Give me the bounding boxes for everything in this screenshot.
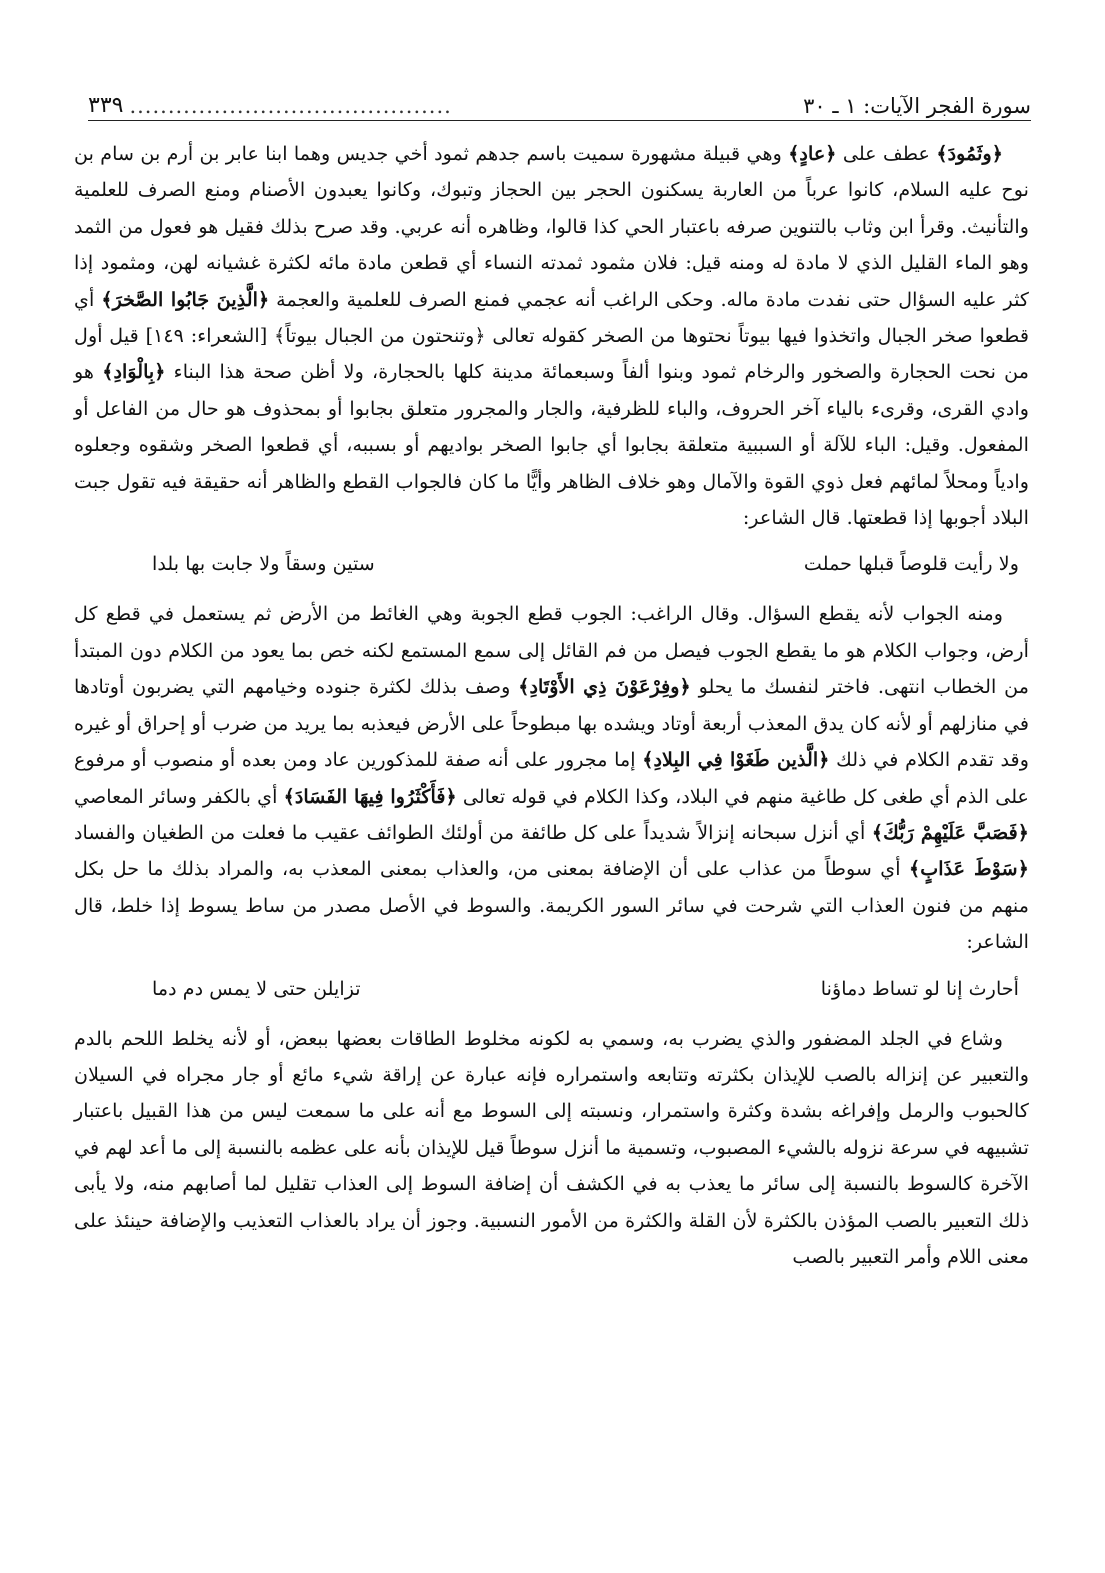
quran-verse-sawt-adhab: ﴿سَوْطَ عَذَابٍ﴾	[908, 857, 1029, 881]
text-run: ومنه الجواب لأنه يقطع السؤال. وقال الراغب: الجوب قطع الجوبة وهي الغائط من الأرض ثم يستعمل في قطع كل أرض، وجواب الكلام هو ما يقطع الجوب فيصل من فم القائل إلى سمع المستمع لكنه خص بما يعود من الكلام دون المبتدأ من الخطاب انتهى. فاختر لنفسك ما يحلو	[74, 602, 1030, 699]
leader-dots: ..........................................	[129, 94, 452, 118]
paragraph-jawab	[74, 596, 1029, 960]
quran-verse-firawn: ﴿وفِرْعَوْنَ ذِي الأَوْتَادِ﴾	[518, 675, 691, 699]
text-run: [الشعراء: ١٤٩] قيل أول من نحت الحجارة والصخور والرخام ثمود وبنوا ألفاً وسبعمائة مدينة كلها بالحجارة، ولا أظن صحة هذا البناء	[74, 324, 1029, 384]
verse-first-hemistich: أحارث إنا لو تساط دماؤنا	[820, 976, 1019, 1000]
verse-second-hemistich: ستين وسقاً ولا جابت بها بلدا	[152, 552, 375, 576]
text-run: إما مجرور على أنه صفة للمذكورين عاد ومن بعده أو منصوب أو مرفوع على الذم أي طغى كل طاغية منهم في البلاد، وكذا الكلام في قوله تعالى	[74, 748, 1029, 808]
text-run: وصف بذلك لكثرة جنوده وخيامهم التي يضربون أوتادها في منازلهم أو لأنه كان يدق المعذب أربعة أوتاد ويشده بها مبطوحاً على الأرض فيعذبه بما يريد من ضرب أو إحراق أو غيره وقد تقدم الكلام في ذلك	[74, 675, 1029, 772]
quran-term-thamud: ﴿وثَمُودَ﴾	[936, 142, 1003, 165]
running-header	[88, 86, 1031, 121]
paragraph-thamud	[74, 136, 1029, 536]
verse-second-hemistich: تزايلن حتى لا يمس دم دما	[152, 976, 361, 1000]
poetry-verse-1	[152, 546, 1019, 582]
quran-verse-taghaw: ﴿الَّذين طَغَوْا فِي البِلادِ﴾	[642, 748, 830, 772]
text-run: وشاع في الجلد المضفور والذي يضرب به، وسمي به لكونه مخلوط الطاقات بعضها ببعض، أو لأنه يخلط اللحم بالدم والتعبير عن إنزاله بالصب للإيذان بكثرته وتتابعه واستمراره فإنه عبارة عن إراقة شيء مائع أو جار مجراه في السيلان كالحبوب والرمل وإفراغه بشدة وكثرة واستمرار، ونسبته إلى السوط مع أنه على ما سمعت ليس من هذا القبيل باعتبار تشبيهه في سرعة نزوله بالشيء المصبوب، وتسمية ما أنزل سوطاً قيل للإيذان بأنه على عظمه بالنسبة إلى ما أعد لهم في الآخرة كالسوط بالنسبة إلى سائر ما يعذب به في الكشف أن إضافة السوط إلى العذاب تقليل لما أصابهم منه، ولا يأبى ذلك التعبير بالصب المؤذن بالكثرة لأن القلة والكثرة من الأمور النسبية. وجوز أن يراد بالعذاب التعذيب والإضافة حينئذ على معنى اللام وأمر التعبير بالصب	[74, 1026, 1029, 1268]
paragraph-sawt	[74, 1021, 1029, 1276]
poetry-verse-2	[152, 971, 1019, 1007]
body-text	[74, 136, 1029, 1275]
quran-term-bilwad: ﴿بِالْوَادِ﴾	[102, 360, 166, 384]
text-run: أي سوطاً من عذاب على أن الإضافة بمعنى من، والعذاب بمعنى المعذب به، والمراد بذلك ما حل بكل منهم من فنون العذاب التي شرحت في سائر السور الكريمة. والسوط في الأصل مصدر من ساط يسوط إذا خلط، قال الشاعر:	[74, 857, 1029, 954]
page-number: ٣٣٩	[88, 93, 124, 118]
text-run: أي بالكفر وسائر المعاصي	[74, 784, 284, 808]
text-run: أي أنزل سبحانه إنزالاً شديداً على كل طائفة من أولئك الطوائف عقيب ما فعلت من الطغيان والفساد	[74, 820, 872, 844]
quran-verse-fasabba: ﴿فَصَبَّ عَلَيْهِمْ رَبُّكَ﴾	[871, 820, 1030, 844]
text-run: عطف على	[836, 142, 937, 165]
text-run: وهي قبيلة مشهورة سميت باسم جدهم ثمود أخي جديس وهما ابنا عابر بن أرم بن سام بن نوح عليه السلام، كانوا عرباً من العاربة يسكنون الحجر بين الحجاز وتبوك، وكانوا يعبدون الأصنام ومنع الصرف للعلمية والتأنيث. وقرأ ابن وثاب بالتنوين صرفه باعتبار الحي كذا قالوا، وظاهره أنه عربي. وقد صرح بذلك فقيل هو فعول من الثمد وهو الماء القليل الذي لا مادة له ومنه قيل: فلان مثمود ثمدته النساء أي قطعن مادة مائه لكثرة غشيانه لهن، ومثمود إذا كثر عليه السؤال حتى نفدت مادة ماله. وحكى الراغب أنه عجمي فمنع الصرف للعلمية والعجمة	[74, 142, 1030, 311]
quran-verse-akthiru: ﴿فَأَكْثَرُوا فِيهَا الفَسَادَ﴾	[283, 784, 457, 808]
text-run: هو وادي القرى، وقرىء بالياء آخر الحروف، والباء للظرفية، والجار والمجرور متعلق بجابوا أو بمحذوف هو حال من الفاعل أو المفعول. وقيل: الباء للآلة أو السببية متعلقة بجابوا أي جابوا الصخر بواديهم أو بسببه، أي قطعوا الصخر وشقوه وجعلوه وادياً ومحلاً لمائهم فعل ذوي القوة والآمال وهو خلاف الظاهر وأيًّا ما كان فالجواب القطع والظاهر أنه حقيقة فيه تقول جبت البلاد أجوبها إذا قطعتها. قال الشاعر:	[74, 360, 1029, 530]
quran-verse-jabu-alsakhr: ﴿الَّذِينَ جَابُوا الصَّخرَ﴾	[101, 287, 270, 311]
quran-term-aad: ﴿عادٍ﴾	[788, 142, 837, 165]
text-run: أي قطعوا صخر الجبال واتخذوا فيها بيوتاً نحتوها من الصخر كقوله تعالى	[74, 287, 1029, 348]
verse-first-hemistich: ولا رأيت قلوصاً قبلها حملت	[803, 552, 1019, 576]
surah-title: سورة الفجر الآيات: ١ ـ ٣٠	[803, 94, 1031, 118]
quran-quote-tanhitun: ﴿وتنحتون من الجبال بيوتاً﴾	[273, 324, 486, 348]
